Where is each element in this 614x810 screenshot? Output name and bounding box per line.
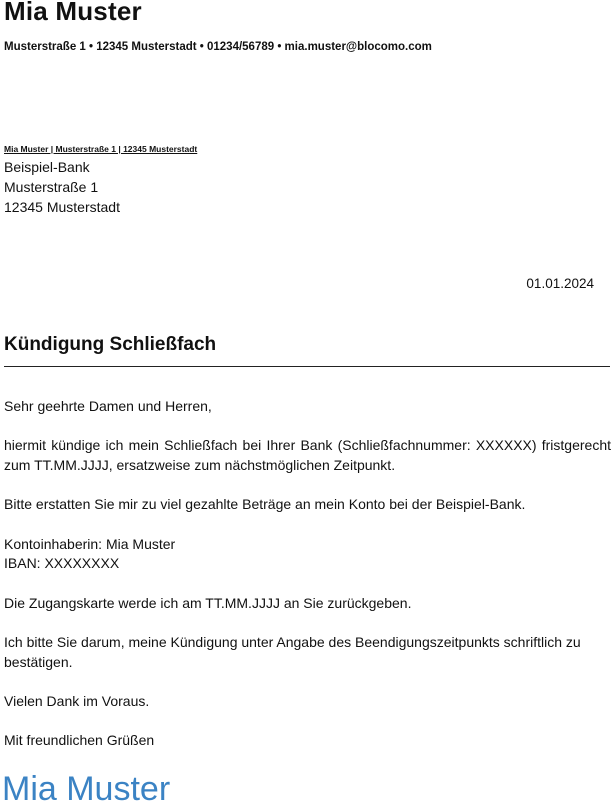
subject-divider — [4, 366, 610, 367]
paragraph-access-card: Die Zugangskarte werde ich am TT.MM.JJJJ an Sie zurückgeben. — [4, 595, 412, 611]
signature: Mia Muster — [2, 770, 171, 808]
sender-name: Mia Muster — [4, 0, 142, 26]
paragraph-cancellation: hiermit kündige ich mein Schließfach bei Ihrer Bank (Schließfachnummer: XXXXXX) fristgerecht zum TT.MM.JJJJ, ersatzweise zum nächstmöglichen Zeitpunkt. — [4, 437, 611, 473]
letter-date: 01.01.2024 — [526, 276, 594, 291]
thanks-line: Vielen Dank im Voraus. — [4, 693, 150, 709]
return-address-line: Mia Muster | Musterstraße 1 | 12345 Musterstadt — [4, 144, 198, 154]
paragraph-confirmation: Ich bitte Sie darum, meine Kündigung unter Angabe des Beendigungszeitpunkts schriftlich zu bestätigen. — [4, 634, 581, 670]
recipient-name: Beispiel-Bank — [4, 159, 90, 175]
account-holder: Kontoinhaberin: Mia Muster — [4, 536, 176, 552]
salutation: Sehr geehrte Damen und Herren, — [4, 398, 212, 414]
recipient-city: 12345 Musterstadt — [4, 199, 120, 215]
letter-subject: Kündigung Schließfach — [4, 334, 217, 355]
iban: IBAN: XXXXXXXX — [4, 555, 120, 571]
recipient-street: Musterstraße 1 — [4, 179, 99, 195]
closing-line: Mit freundlichen Grüßen — [4, 732, 155, 748]
sender-contact-line: Musterstraße 1 • 12345 Musterstadt • 01234/56789 • mia.muster@blocomo.com — [4, 41, 432, 53]
paragraph-refund: Bitte erstatten Sie mir zu viel gezahlte Beträge an mein Konto bei der Beispiel-Bank. — [4, 496, 526, 512]
recipient-address — [4, 157, 120, 217]
